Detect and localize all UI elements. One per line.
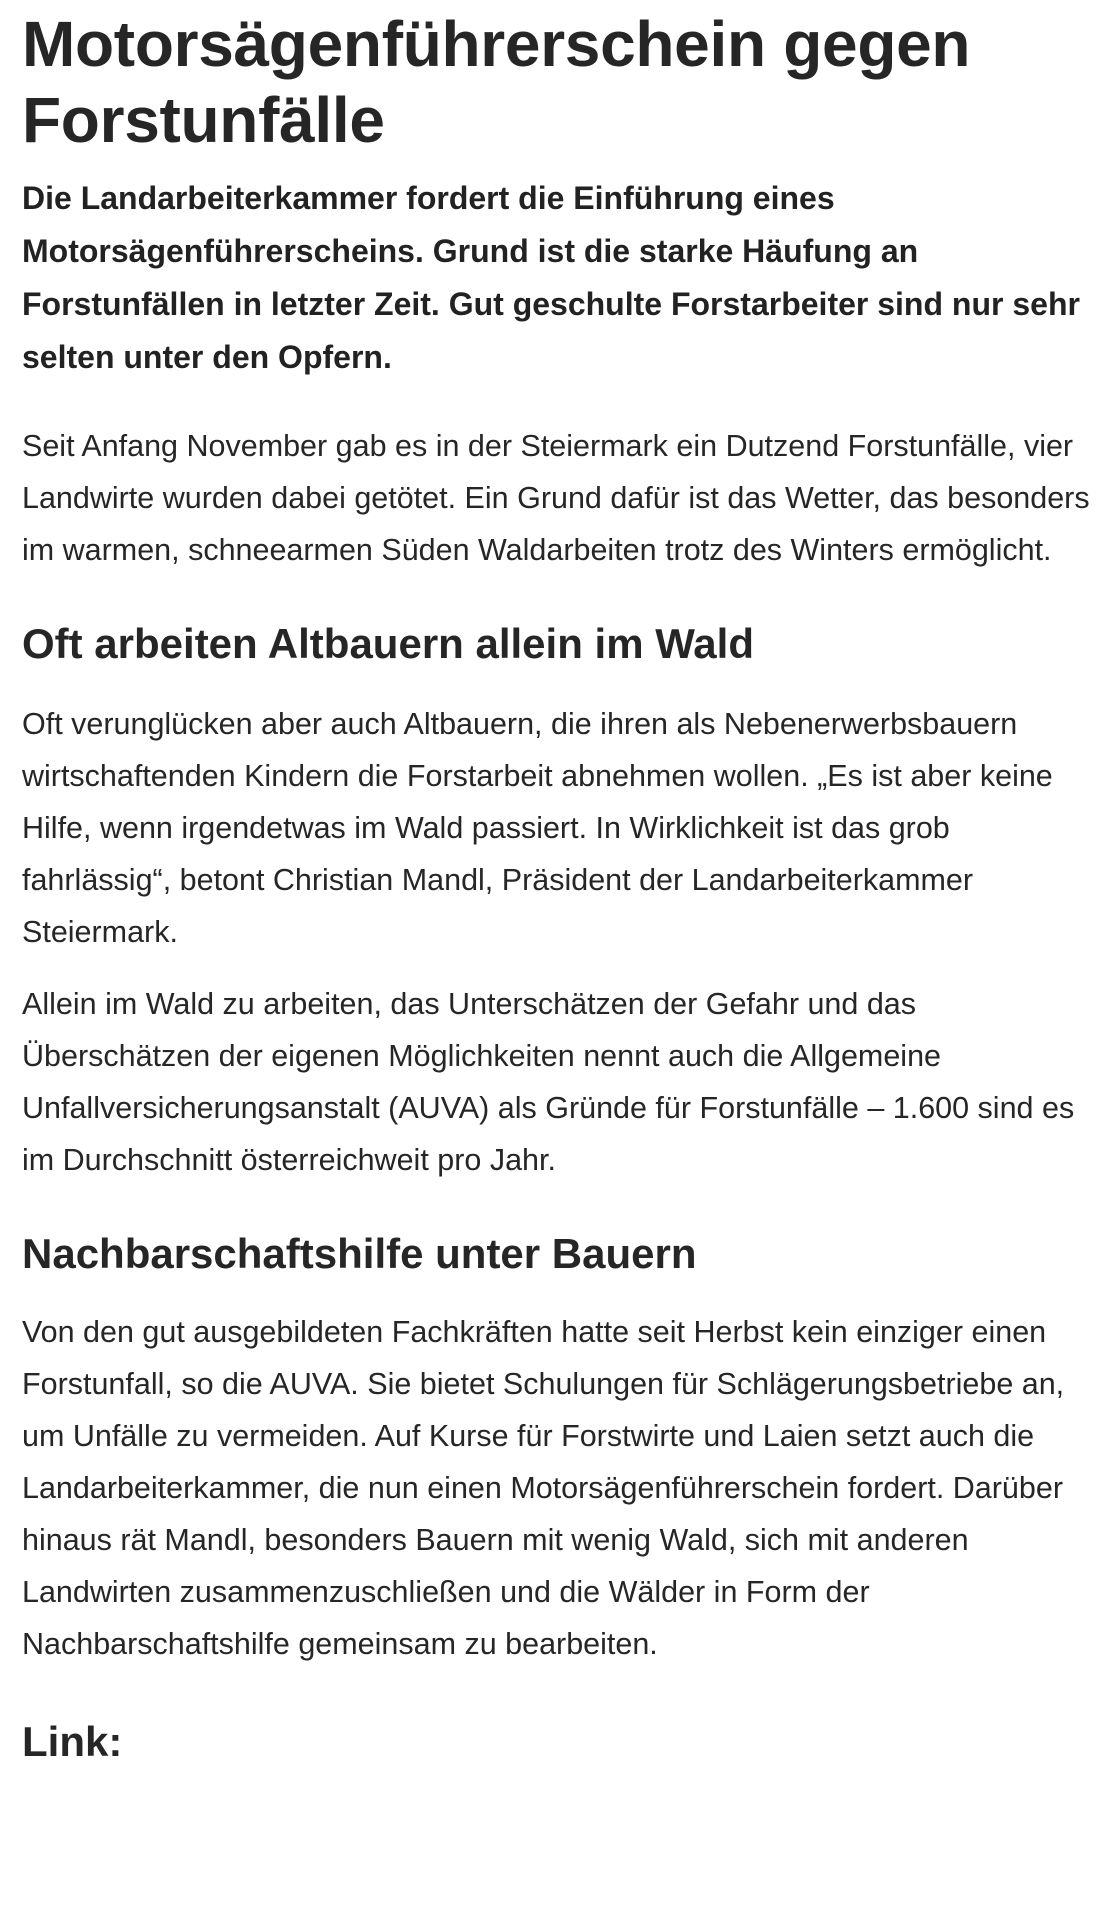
paragraph-3: Allein im Wald zu arbeiten, das Unterschätzen der Gefahr und das Überschätzen der eigenen Möglichkeiten nennt auch die Allgemeine Unfallversicherungsanstalt (AUVA) als Gründe für Forstunfälle – 1.600 sind es im Durchschnitt österreichweit pro Jahr. [22,987,1075,1177]
subheading-nachbarschaftshilfe: Nachbarschaftshilfe unter Bauern [22,1230,697,1277]
article-title: Motorsägenführerschein gegen Forstunfälle [22,8,971,156]
paragraph-1: Seit Anfang November gab es in der Steiermark ein Dutzend Forstunfälle, vier Landwirte wurden dabei getötet. Ein Grund dafür ist das Wetter, das besonders im warmen, schneearmen Süden Waldarbeiten trotz des Winters ermöglicht. [22,429,1090,567]
paragraph-2: Oft verunglücken aber auch Altbauern, die ihren als Nebenerwerbsbauern wirtschaftenden Kindern die Forstarbeit abnehmen wollen. „Es ist aber keine Hilfe, wenn irgendetwas im Wald passiert. In Wirklichkeit ist das grob fahrlässig“, betont Christian Mandl, Präsident der Landarbeiterkammer Steiermark. [22,707,1053,949]
article [22,6,1092,1770]
link-heading: Link: [22,1718,123,1765]
paragraph-4: Von den gut ausgebildeten Fachkräften hatte seit Herbst kein einziger einen Forstunfall, so die AUVA. Sie bietet Schulungen für Schlägerungsbetriebe an, um Unfälle zu vermeiden. Auf Kurse für Forstwirte und Laien setzt auch die Landarbeiterkammer, die nun einen Motorsägenführerschein fordert. Darüber hinaus rät Mandl, besonders Bauern mit wenig Wald, sich mit anderen Landwirten zusammenzuschließen und die Wälder in Form der Nachbarschaftshilfe gemeinsam zu bearbeiten. [22,1315,1065,1661]
article-lead: Die Landarbeiterkammer fordert die Einführung eines Motorsägenführerscheins. Grund ist die starke Häufung an Forstunfällen in letzter Zeit. Gut geschulte Forstarbeiter sind nur sehr selten unter den Opfern. [22,180,1080,375]
subheading-altbauern: Oft arbeiten Altbauern allein im Wald [22,620,754,667]
